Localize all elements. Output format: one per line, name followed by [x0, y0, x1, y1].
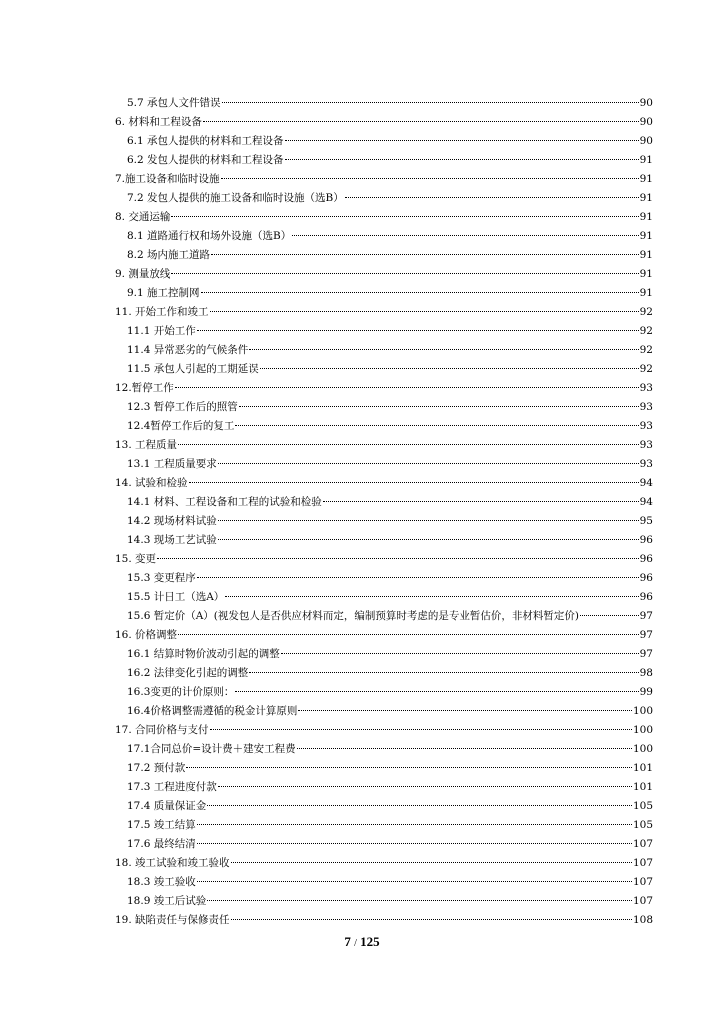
toc-dot-leader — [231, 919, 632, 920]
toc-entry-title: 13. 工程质量 — [115, 439, 178, 451]
toc-dot-leader — [249, 672, 638, 673]
toc-dot-leader — [211, 254, 639, 255]
toc-subsection-link[interactable] — [115, 284, 653, 303]
toc-dot-leader — [186, 767, 632, 768]
toc-dot-leader — [323, 501, 639, 502]
toc-entry-page-number: 107 — [632, 895, 653, 907]
toc-dot-leader — [207, 805, 632, 806]
toc-entry-page-number: 101 — [632, 781, 653, 793]
toc-entry-page-number: 93 — [639, 439, 653, 451]
toc-dot-leader — [197, 577, 639, 578]
toc-subsection-link[interactable] — [115, 683, 653, 702]
toc-entry-title: 7.施工设备和临时设施 — [115, 173, 220, 185]
toc-entry-title: 7.2 发包人提供的施工设备和临时设施（选B） — [127, 192, 344, 204]
toc-subsection-link[interactable] — [115, 417, 653, 436]
current-page-number: 7 — [344, 934, 351, 949]
toc-dot-leader — [201, 292, 639, 293]
toc-entry-page-number: 105 — [632, 819, 653, 831]
toc-subsection-link[interactable] — [115, 835, 653, 854]
toc-dot-leader — [218, 520, 639, 521]
toc-entry-title: 12.3 暂停工作后的照管 — [127, 401, 238, 413]
toc-entry-page-number: 100 — [632, 724, 653, 736]
toc-entry-page-number: 97 — [639, 610, 653, 622]
toc-section-link[interactable] — [115, 854, 653, 873]
toc-dot-leader — [178, 444, 639, 445]
toc-subsection-link[interactable] — [115, 569, 653, 588]
toc-subsection-link[interactable] — [115, 322, 653, 341]
toc-subsection-link[interactable] — [115, 873, 653, 892]
page-number-footer — [0, 934, 724, 950]
toc-entry-title: 17. 合同价格与支付 — [115, 724, 209, 736]
toc-dot-leader — [235, 425, 638, 426]
toc-entry-page-number: 100 — [632, 743, 653, 755]
toc-entry-page-number: 97 — [639, 648, 653, 660]
toc-entry-title: 12.4暂停工作后的复工 — [127, 420, 235, 432]
toc-subsection-link[interactable] — [115, 151, 653, 170]
toc-dot-leader — [281, 653, 639, 654]
toc-entry-title: 8. 交通运输 — [115, 211, 171, 223]
toc-subsection-link[interactable] — [115, 398, 653, 417]
toc-section-link[interactable] — [115, 721, 653, 740]
toc-entry-title: 16.1 结算时物价波动引起的调整 — [127, 648, 280, 660]
toc-subsection-link[interactable] — [115, 189, 653, 208]
toc-entry-title: 17.3 工程进度付款 — [127, 781, 217, 793]
toc-entry-page-number: 90 — [639, 116, 653, 128]
toc-section-link[interactable] — [115, 170, 653, 189]
toc-subsection-link[interactable] — [115, 816, 653, 835]
toc-dot-leader — [197, 824, 632, 825]
toc-dot-leader — [197, 881, 632, 882]
toc-entry-page-number: 96 — [639, 553, 653, 565]
page-separator: / — [354, 938, 357, 949]
toc-entry-page-number: 101 — [632, 762, 653, 774]
toc-entry-title: 18. 竣工试验和竣工验收 — [115, 857, 230, 869]
toc-entry-page-number: 96 — [639, 591, 653, 603]
toc-entry-title: 19. 缺陷责任与保修责任 — [115, 914, 230, 926]
toc-entry-page-number: 91 — [639, 249, 653, 261]
toc-entry-page-number: 92 — [639, 363, 653, 375]
toc-entry-page-number: 108 — [632, 914, 653, 926]
toc-entry-title: 9. 测量放线 — [115, 268, 171, 280]
toc-dot-leader — [171, 273, 638, 274]
toc-entry-title: 17.5 竣工结算 — [127, 819, 196, 831]
toc-entry-title: 17.4 质量保证金 — [127, 800, 207, 812]
toc-subsection-link[interactable] — [115, 797, 653, 816]
toc-entry-title: 11.5 承包人引起的工期延误 — [127, 363, 259, 375]
toc-dot-leader — [249, 349, 638, 350]
toc-dot-leader — [297, 748, 632, 749]
toc-entry-page-number: 91 — [639, 211, 653, 223]
toc-section-link[interactable] — [115, 265, 653, 284]
toc-entry-title: 15.3 变更程序 — [127, 572, 196, 584]
toc-dot-leader — [285, 140, 639, 141]
toc-subsection-link[interactable] — [115, 645, 653, 664]
toc-entry-page-number: 94 — [639, 477, 653, 489]
toc-entry-title: 9.1 施工控制网 — [127, 287, 200, 299]
toc-entry-page-number: 91 — [639, 154, 653, 166]
toc-entry-title: 16.2 法律变化引起的调整 — [127, 667, 249, 679]
toc-dot-leader — [203, 121, 639, 122]
toc-section-link[interactable] — [115, 626, 653, 645]
toc-entry-title: 11. 开始工作和竣工 — [115, 306, 209, 318]
toc-entry-page-number: 90 — [639, 97, 653, 109]
toc-entry-title: 17.2 预付款 — [127, 762, 186, 774]
toc-entry-title: 15. 变更 — [115, 553, 157, 565]
toc-entry-page-number: 107 — [632, 876, 653, 888]
toc-entry-page-number: 99 — [639, 686, 653, 698]
toc-entry-page-number: 96 — [639, 534, 653, 546]
toc-section-link[interactable] — [115, 113, 653, 132]
toc-dot-leader — [285, 159, 639, 160]
toc-subsection-link[interactable] — [115, 227, 653, 246]
toc-subsection-link[interactable] — [115, 531, 653, 550]
toc-dot-leader — [239, 406, 639, 407]
toc-entry-page-number: 91 — [639, 230, 653, 242]
toc-entry-title: 8.1 道路通行权和场外设施（选B） — [127, 230, 292, 242]
toc-dot-leader — [210, 311, 639, 312]
toc-entry-title: 12.暂停工作 — [115, 382, 174, 394]
toc-subsection-link[interactable] — [115, 94, 653, 113]
toc-entry-page-number: 90 — [639, 135, 653, 147]
toc-entry-title: 17.6 最终结清 — [127, 838, 196, 850]
toc-entry-page-number: 91 — [639, 268, 653, 280]
toc-entry-page-number: 107 — [632, 838, 653, 850]
toc-entry-page-number: 96 — [639, 572, 653, 584]
toc-subsection-link[interactable] — [115, 702, 653, 721]
toc-dot-leader — [218, 786, 632, 787]
toc-dot-leader — [580, 615, 639, 616]
toc-dot-leader — [197, 843, 632, 844]
toc-entry-page-number: 91 — [639, 173, 653, 185]
toc-dot-leader — [235, 691, 638, 692]
toc-subsection-link[interactable] — [115, 512, 653, 531]
toc-entry-title: 16.3变更的计价原则： — [127, 686, 235, 698]
toc-entry-title: 17.1合同总价=设计费＋建安工程费 — [127, 743, 296, 755]
toc-entry-page-number: 92 — [639, 325, 653, 337]
toc-entry-title: 11.4 异常恶劣的气候条件 — [127, 344, 249, 356]
toc-dot-leader — [207, 900, 632, 901]
toc-dot-leader — [171, 216, 638, 217]
toc-dot-leader — [157, 558, 639, 559]
toc-dot-leader — [218, 463, 639, 464]
toc-entry-title: 6. 材料和工程设备 — [115, 116, 202, 128]
toc-entry-page-number: 97 — [639, 629, 653, 641]
toc-entry-title: 16.4价格调整需遵循的税金计算原则 — [127, 705, 298, 717]
toc-subsection-link[interactable] — [115, 132, 653, 151]
total-page-count: 125 — [360, 934, 380, 949]
toc-entry-title: 16. 价格调整 — [115, 629, 178, 641]
toc-section-link[interactable] — [115, 911, 653, 930]
toc-section-link[interactable] — [115, 379, 653, 398]
toc-entry-title: 14. 试验和检验 — [115, 477, 188, 489]
toc-subsection-link[interactable] — [115, 759, 653, 778]
toc-subsection-link[interactable] — [115, 455, 653, 474]
toc-entry-title: 13.1 工程质量要求 — [127, 458, 217, 470]
toc-subsection-link[interactable] — [115, 607, 653, 626]
toc-dot-leader — [210, 729, 632, 730]
toc-entry-title: 14.1 材料、工程设备和工程的试验和检验 — [127, 496, 322, 508]
toc-entry-title: 6.1 承包人提供的材料和工程设备 — [127, 135, 284, 147]
toc-dot-leader — [175, 387, 639, 388]
toc-entry-page-number: 93 — [639, 420, 653, 432]
toc-dot-leader — [298, 710, 632, 711]
toc-entry-page-number: 94 — [639, 496, 653, 508]
toc-subsection-link[interactable] — [115, 246, 653, 265]
toc-entry-page-number: 107 — [632, 857, 653, 869]
toc-entry-title: 5.7 承包人文件错误 — [127, 97, 221, 109]
toc-entry-title: 6.2 发包人提供的材料和工程设备 — [127, 154, 284, 166]
toc-dot-leader — [218, 539, 639, 540]
toc-section-link[interactable] — [115, 550, 653, 569]
toc-entry-title: 15.6 暂定价（A）(视发包人是否供应材料而定，编制预算时考虑的是专业暂估价，非材料暂定价) — [127, 610, 579, 622]
toc-entry-title: 11.1 开始工作 — [127, 325, 196, 337]
toc-dot-leader — [231, 862, 632, 863]
toc-subsection-link[interactable] — [115, 778, 653, 797]
toc-entry-page-number: 95 — [639, 515, 653, 527]
toc-entry-page-number: 91 — [639, 287, 653, 299]
toc-section-link[interactable] — [115, 436, 653, 455]
toc-dot-leader — [189, 482, 639, 483]
toc-entry-page-number: 92 — [639, 306, 653, 318]
toc-dot-leader — [197, 330, 639, 331]
toc-entry-page-number: 93 — [639, 458, 653, 470]
toc-dot-leader — [222, 102, 639, 103]
toc-dot-leader — [260, 368, 639, 369]
toc-entry-page-number: 100 — [632, 705, 653, 717]
toc-subsection-link[interactable] — [115, 740, 653, 759]
toc-section-link[interactable] — [115, 474, 653, 493]
toc-dot-leader — [345, 197, 639, 198]
toc-entry-page-number: 105 — [632, 800, 653, 812]
toc-subsection-link[interactable] — [115, 664, 653, 683]
toc-subsection-link[interactable] — [115, 588, 653, 607]
table-of-contents — [115, 94, 653, 930]
toc-subsection-link[interactable] — [115, 360, 653, 379]
toc-entry-page-number: 91 — [639, 192, 653, 204]
toc-entry-title: 18.3 竣工验收 — [127, 876, 196, 888]
toc-section-link[interactable] — [115, 303, 653, 322]
toc-entry-title: 14.2 现场材料试验 — [127, 515, 217, 527]
toc-subsection-link[interactable] — [115, 493, 653, 512]
toc-entry-title: 18.9 竣工后试验 — [127, 895, 207, 907]
toc-entry-page-number: 93 — [639, 401, 653, 413]
toc-dot-leader — [292, 235, 638, 236]
toc-entry-page-number: 92 — [639, 344, 653, 356]
toc-entry-page-number: 98 — [639, 667, 653, 679]
toc-dot-leader — [178, 634, 639, 635]
toc-subsection-link[interactable] — [115, 341, 653, 360]
toc-entry-title: 8.2 场内施工道路 — [127, 249, 211, 261]
toc-dot-leader — [221, 178, 639, 179]
toc-dot-leader — [225, 596, 638, 597]
toc-entry-title: 14.3 现场工艺试验 — [127, 534, 217, 546]
toc-section-link[interactable] — [115, 208, 653, 227]
toc-entry-page-number: 93 — [639, 382, 653, 394]
toc-entry-title: 15.5 计日工（选A） — [127, 591, 225, 603]
toc-subsection-link[interactable] — [115, 892, 653, 911]
